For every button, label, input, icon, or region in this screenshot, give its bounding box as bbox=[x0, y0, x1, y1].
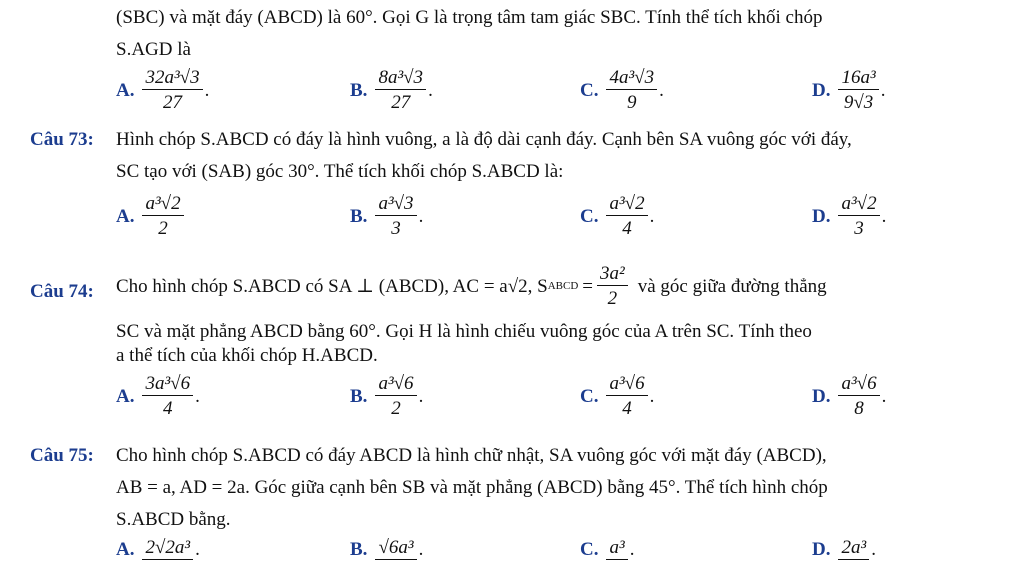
option-label: B. bbox=[350, 538, 368, 560]
fraction-numerator: a³√6 bbox=[375, 374, 416, 396]
option-label: A. bbox=[116, 538, 135, 560]
option-fraction bbox=[838, 68, 878, 112]
fraction-numerator: 16a³ bbox=[838, 68, 878, 90]
fraction-numerator: 32a³√3 bbox=[142, 68, 202, 90]
prev-option-c[interactable]: C. $\frac{\text{4a³√3}}{9}$ . bbox=[580, 67, 664, 113]
q73-option-b[interactable]: B. $\frac{\text{a³√3}}{3}$ . bbox=[350, 193, 424, 239]
q74-equals-sign: = bbox=[582, 275, 593, 297]
fraction-numerator: a³ bbox=[606, 538, 627, 560]
option-fraction bbox=[606, 374, 647, 418]
option-fraction bbox=[606, 538, 627, 560]
question-74-number: Câu 74: bbox=[30, 281, 94, 302]
fraction-numerator: a³√6 bbox=[606, 374, 647, 396]
prev-question-line-1: (SBC) và mặt đáy (ABCD) là 60°. Gọi G là trọng tâm tam giác SBC. Tính thể tích khối chóp bbox=[116, 7, 823, 28]
fraction-denominator: 27 bbox=[163, 92, 183, 113]
fraction-denominator: 3 bbox=[854, 218, 864, 239]
q75-option-c[interactable]: C. a³ . bbox=[580, 537, 635, 560]
prev-option-b[interactable]: B. $\frac{\text{8a³√3}}{27}$ . bbox=[350, 67, 433, 113]
fraction-numerator: 8a³√3 bbox=[375, 68, 426, 90]
option-fraction bbox=[838, 194, 879, 238]
option-fraction bbox=[142, 194, 183, 238]
option-fraction bbox=[142, 374, 193, 418]
prev-question-line-2: S.AGD là bbox=[116, 39, 191, 60]
question-74-line-1: Cho hình chóp S.ABCD có SA ⊥ (ABCD), AC = a√2, S ABCD = $\frac{\text{3a²}}{2}$ và góc giữa đường thẳng bbox=[116, 263, 827, 309]
q74-option-a[interactable]: A. $\frac{\text{3a³√6}}{4}$ . bbox=[116, 373, 200, 419]
option-label: C. bbox=[580, 538, 599, 560]
question-75-line-3: S.ABCD bằng. bbox=[116, 509, 231, 530]
question-75-number: Câu 75: bbox=[30, 445, 94, 466]
q74-option-d[interactable]: D. $\frac{\text{a³√6}}{8}$ . bbox=[812, 373, 887, 419]
fraction-denominator: 4 bbox=[163, 398, 173, 419]
option-label: A. bbox=[116, 79, 135, 101]
fraction-numerator: √6a³ bbox=[375, 538, 416, 560]
q73-option-c[interactable]: C. $\frac{\text{a³√2}}{4}$ . bbox=[580, 193, 655, 239]
option-label: D. bbox=[812, 538, 831, 560]
question-74-line-3: a thể tích của khối chóp H.ABCD. bbox=[116, 345, 378, 366]
option-label: D. bbox=[812, 385, 831, 407]
fraction-denominator: 2 bbox=[158, 218, 168, 239]
question-75-line-1: Cho hình chóp S.ABCD có đáy ABCD là hình chữ nhật, SA vuông góc với mặt đáy (ABCD), bbox=[116, 445, 827, 466]
fraction-numerator: 3a² bbox=[597, 264, 628, 286]
option-fraction bbox=[606, 194, 647, 238]
q74-statement-end: và góc giữa đường thẳng bbox=[637, 275, 827, 297]
fraction-numerator: a³√2 bbox=[142, 194, 183, 216]
fraction-denominator: 9 bbox=[627, 92, 637, 113]
option-label: A. bbox=[116, 205, 135, 227]
option-label: D. bbox=[812, 79, 831, 101]
fraction-denominator: 4 bbox=[622, 398, 632, 419]
prev-option-d[interactable]: D. $\frac{\text{16a³}}{9√3}$ . bbox=[812, 67, 886, 113]
q74-option-b[interactable]: B. $\frac{\text{a³√6}}{2}$ . bbox=[350, 373, 424, 419]
option-fraction bbox=[838, 538, 869, 560]
option-label: C. bbox=[580, 385, 599, 407]
q74-area-fraction bbox=[597, 264, 628, 308]
prev-option-a[interactable]: A. $\frac{\text{32a³√3}}{27}$ . bbox=[116, 67, 210, 113]
fraction-numerator: a³√2 bbox=[606, 194, 647, 216]
option-fraction bbox=[142, 538, 193, 560]
option-fraction bbox=[375, 538, 416, 560]
option-label: B. bbox=[350, 385, 368, 407]
fraction-denominator: 8 bbox=[854, 398, 864, 419]
question-75-line-2: AB = a, AD = 2a. Góc giữa cạnh bên SB và mặt phẳng (ABCD) bằng 45°. Thể tích hình chóp bbox=[116, 477, 828, 498]
fraction-denominator: 4 bbox=[622, 218, 632, 239]
fraction-numerator: a³√2 bbox=[838, 194, 879, 216]
question-74-line-2: SC và mặt phẳng ABCD bằng 60°. Gọi H là hình chiếu vuông góc của A trên SC. Tính theo bbox=[116, 321, 812, 342]
question-73-line-1: Hình chóp S.ABCD có đáy là hình vuông, a là độ dài cạnh đáy. Cạnh bên SA vuông góc với đáy, bbox=[116, 129, 852, 150]
fraction-numerator: a³√6 bbox=[838, 374, 879, 396]
fraction-denominator: 27 bbox=[391, 92, 411, 113]
q74-statement-start: Cho hình chóp S.ABCD có SA ⊥ (ABCD), AC = a√2, S bbox=[116, 275, 548, 297]
fraction-denominator: 3 bbox=[391, 218, 401, 239]
option-label: C. bbox=[580, 205, 599, 227]
option-fraction bbox=[142, 68, 202, 112]
option-fraction bbox=[838, 374, 879, 418]
option-fraction bbox=[375, 374, 416, 418]
q75-option-b[interactable]: B. √6a³ . bbox=[350, 537, 424, 560]
fraction-numerator: 2√2a³ bbox=[142, 538, 193, 560]
fraction-numerator: a³√3 bbox=[375, 194, 416, 216]
fraction-numerator: 4a³√3 bbox=[606, 68, 657, 90]
q73-option-a[interactable] bbox=[116, 194, 184, 238]
q75-option-d[interactable]: D. 2a³ . bbox=[812, 537, 876, 560]
q73-option-d[interactable]: D. $\frac{\text{a³√2}}{3}$ . bbox=[812, 193, 887, 239]
option-label: A. bbox=[116, 385, 135, 407]
option-label: B. bbox=[350, 205, 368, 227]
fraction-denominator: 2 bbox=[607, 288, 618, 309]
fraction-numerator: 2a³ bbox=[838, 538, 869, 560]
option-fraction bbox=[375, 68, 426, 112]
option-fraction bbox=[375, 194, 416, 238]
q74-option-c[interactable]: C. $\frac{\text{a³√6}}{4}$ . bbox=[580, 373, 655, 419]
fraction-numerator: 3a³√6 bbox=[142, 374, 193, 396]
question-73-number: Câu 73: bbox=[30, 129, 94, 150]
option-fraction bbox=[606, 68, 657, 112]
option-label: C. bbox=[580, 79, 599, 101]
q75-option-a[interactable]: A. 2√2a³ . bbox=[116, 537, 200, 560]
fraction-denominator: 9√3 bbox=[843, 92, 874, 113]
question-73-line-2: SC tạo với (SAB) góc 30°. Thể tích khối chóp S.ABCD là: bbox=[116, 161, 564, 182]
option-label: B. bbox=[350, 79, 368, 101]
fraction-denominator: 2 bbox=[391, 398, 401, 419]
option-label: D. bbox=[812, 205, 831, 227]
